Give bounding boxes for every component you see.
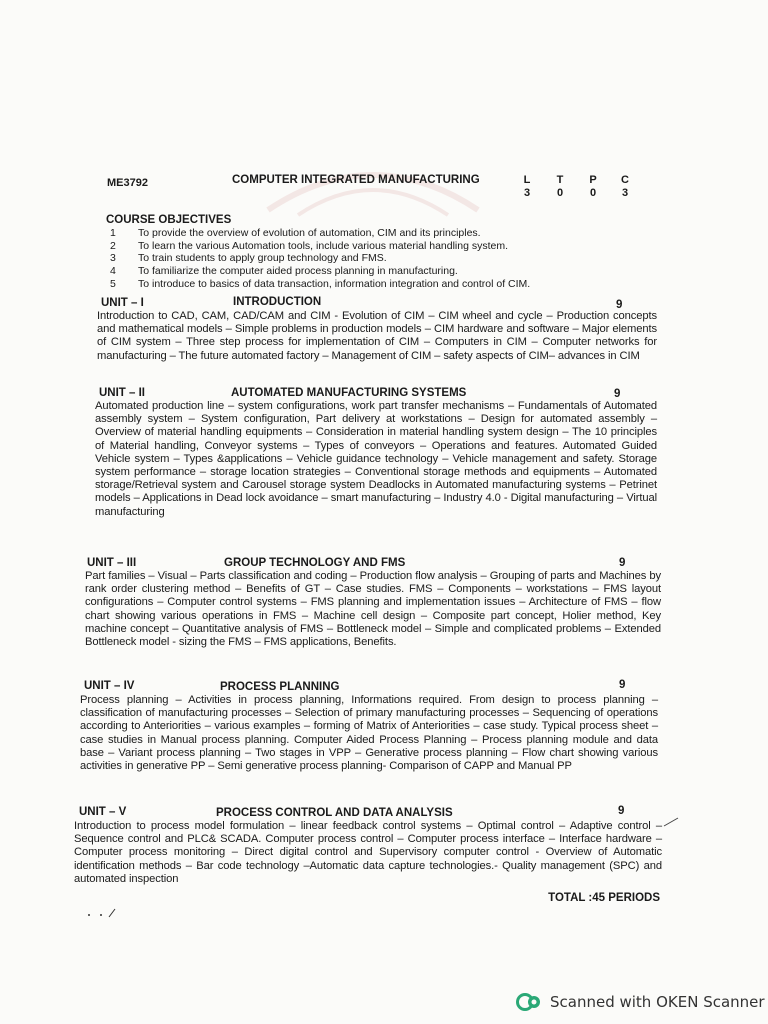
unit-5-hours: 9 [618,805,625,817]
scanner-text: Scanned with OKEN Scanner [550,993,765,1011]
unit-1-title: INTRODUCTION [233,296,322,308]
unit-2-label: UNIT – II [99,387,146,399]
unit-1-hours: 9 [616,299,623,311]
ltpc-value: 3 [523,187,531,199]
total-periods: TOTAL :45 PERIODS [548,892,660,904]
objective-item: 1 To provide the overview of evolution of automation, CIM and its principles. [110,227,481,239]
ltpc-t [553,174,567,200]
ltpc-label: L [523,174,531,186]
unit-3-content: Part families – Visual – Parts classification and coding – Production flow analysis – Grouping of parts and Machines by rank order clustering method – Benefits of GT – Case studies. FMS – Components – workstations – FMS layout configurations – Computer control systems – FMS planning and implementation issues – Architecture of FMS – flow chart showing various operations in FMS – Machine cell design – Composite part concept, Holier method, Key machine concept – Quantitative analysis of FMS – Bottleneck model – Simple and complicated problems – Extended Bottleneck model - sizing the FMS – FMS applications, Benefits. [85,570,661,649]
unit-2-content: Automated production line – system configurations, work part transfer mechanisms – Fundamentals of Automated assembly system – System configuration, Part delivery at workstations – Design for automated assembly – Overview of material handling equipments – Consideration in material handling system design – The 10 principles of Material handling, Conveyor systems – Types of conveyors – Operations and features. Automated Guided Vehicle system – Types &applications – Vehicle guidance technology – Vehicle management and safety. Storage system performance – storage location strategies – Conventional storage methods and equipments – Automated storage/Retrieval system and Carousel storage system Deadlocks in Automated manufacturing systems – Petrinet models – Applications in Dead lock avoidance – smart manufacturing – Industry 4.0 - Digital manufacturing – Virtual manufacturing [95,400,657,518]
unit-3-label: UNIT – III [87,557,137,569]
unit-5-title: PROCESS CONTROL AND DATA ANALYSIS [216,807,453,819]
unit-1-content: Introduction to CAD, CAM, CAD/CAM and CIM - Evolution of CIM – CIM wheel and cycle – Production concepts and mathematical models – Simple problems in production models – CIM hardware and software – Major elements of CIM system – Three step process for implementation of CIM – Computers in CIM – Computer networks for manufacturing – The future automated factory – Management of CIM – safety aspects of CIM– advances in CIM [97,310,657,362]
ltpc-l [520,174,534,200]
course-code: ME3792 [107,177,148,189]
ltpc-label: T [556,174,564,186]
unit-1-label: UNIT – I [101,297,144,309]
pen-tick-icon [662,816,682,830]
unit-4-label: UNIT – IV [84,680,135,692]
ltpc-value: 0 [589,187,597,199]
unit-2-hours: 9 [614,388,621,400]
ltpc-value: 0 [556,187,564,199]
course-title: COMPUTER INTEGRATED MANUFACTURING [232,174,480,186]
objectives-heading: COURSE OBJECTIVES [106,214,232,226]
pen-mark-icon [85,905,135,919]
unit-5-label: UNIT – V [79,806,127,818]
ltpc-p [586,174,600,200]
unit-4-title: PROCESS PLANNING [220,681,340,693]
oken-logo-icon [516,991,542,1013]
ltpc-c [618,174,632,200]
ltpc-value: 3 [621,187,629,199]
unit-2-title: AUTOMATED MANUFACTURING SYSTEMS [231,387,467,399]
unit-3-hours: 9 [619,557,626,569]
unit-4-hours: 9 [619,679,626,691]
ltpc-label: P [589,174,597,186]
objective-item: 5 To introduce to basics of data transaction, information integration and control of CIM. [110,278,531,290]
objective-item: 4 To familiarize the computer aided process planning in manufacturing. [110,265,458,277]
objective-item: 3 To train students to apply group technology and FMS. [110,252,387,264]
objective-item: 2 To learn the various Automation tools, include various material handling system. [110,240,509,252]
unit-3-title: GROUP TECHNOLOGY AND FMS [224,557,406,569]
scanner-watermark [516,990,765,1014]
unit-5-content: Introduction to process model formulation – linear feedback control systems – Optimal control – Adaptive control –Sequence control and PLC& SCADA. Computer process control – Computer process interface – Interface hardware – Computer process monitoring – Direct digital control and Supervisory computer control - Overview of Automatic identification methods – Bar code technology –Automatic data capture technologies.- Quality management (SPC) and automated inspection [74,820,662,885]
ltpc-label: C [621,174,629,186]
unit-4-content: Process planning – Activities in process planning, Informations required. From design to process planning – classification of manufacturing processes – Selection of primary manufacturing processes – Sequencing of operations according to Anteriorities – various examples – forming of Matrix of Anteriorities – case study. Typical process sheet – case studies in Manual process planning. Computer Aided Process Planning – Process planning module and data base – Variant process planning – Two stages in VPP – Generative process planning – Flow chart showing various activities in generative PP – Semi generative process planning- Comparison of CAPP and Manual PP [80,694,658,773]
